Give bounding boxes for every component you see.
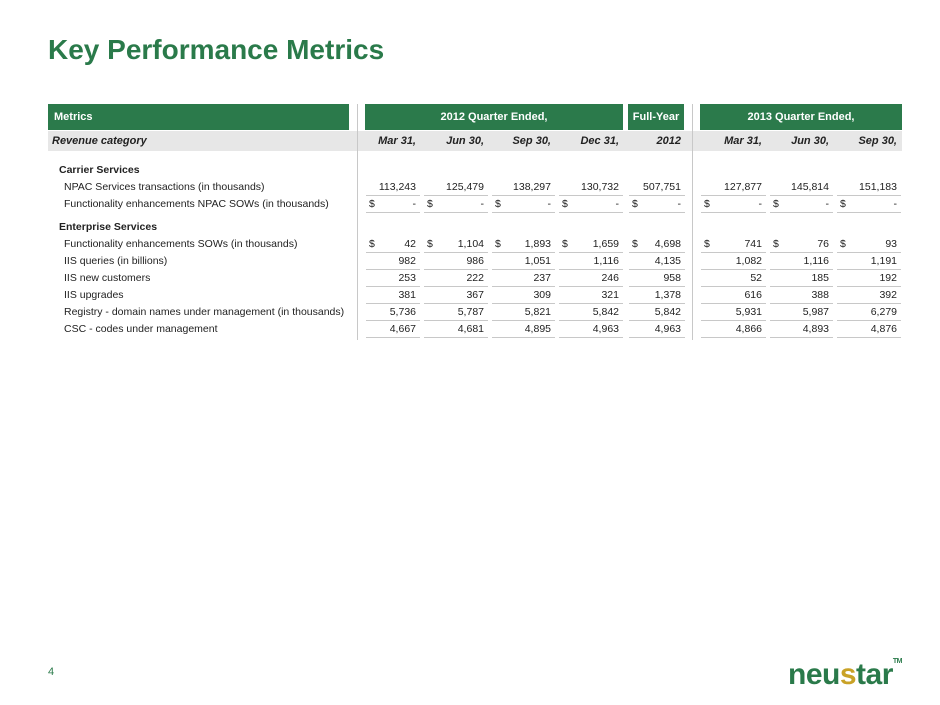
table-cell <box>424 196 488 213</box>
table-cell <box>424 179 488 196</box>
table-cell <box>366 287 420 304</box>
table-cell <box>424 287 488 304</box>
cell-value: 5,842 <box>654 306 681 318</box>
cell-value: 1,378 <box>654 289 681 301</box>
cell-value: - <box>677 198 681 210</box>
subheader-col: Sep 30, <box>858 135 897 147</box>
table-cell <box>366 196 420 213</box>
currency-symbol: $ <box>840 198 846 210</box>
subheader-col: Dec 31, <box>580 135 619 147</box>
cell-value: - <box>893 198 897 210</box>
cell-value: 138,297 <box>513 181 551 193</box>
page-title: Key Performance Metrics <box>48 34 385 65</box>
table-cell <box>837 196 901 213</box>
table-cell <box>770 287 833 304</box>
table-cell <box>629 179 685 196</box>
cell-value: 4,135 <box>654 255 681 267</box>
cell-value: 1,659 <box>592 238 619 250</box>
currency-symbol: $ <box>632 238 638 250</box>
table-cell <box>701 196 766 213</box>
section-title: Enterprise Services <box>59 221 158 233</box>
currency-symbol: $ <box>773 238 779 250</box>
currency-symbol: $ <box>369 238 375 250</box>
cell-value: 309 <box>533 289 551 301</box>
cell-value: 4,876 <box>870 323 897 335</box>
cell-value: 392 <box>879 289 897 301</box>
table-cell <box>629 253 685 270</box>
table-cell <box>770 270 833 287</box>
subheader-col: Jun 30, <box>446 135 484 147</box>
cell-value: 127,877 <box>724 181 762 193</box>
table-cell <box>559 196 623 213</box>
table-row <box>48 236 902 253</box>
table-cell <box>492 270 555 287</box>
cell-value: 1,082 <box>735 255 762 267</box>
table-cell <box>837 179 901 196</box>
logo-trademark: TM <box>892 658 902 665</box>
table-cell <box>492 179 555 196</box>
table-cell <box>837 236 901 253</box>
table-cell <box>770 253 833 270</box>
cell-value: 253 <box>398 272 416 284</box>
currency-symbol: $ <box>704 238 710 250</box>
page-number: 4 <box>48 666 55 678</box>
table-cell <box>701 270 766 287</box>
cell-value: 113,243 <box>378 181 416 193</box>
table-cell <box>770 304 833 321</box>
cell-value: 151,183 <box>859 181 897 193</box>
table-cell <box>492 196 555 213</box>
cell-value: 4,963 <box>592 323 619 335</box>
section-row <box>48 162 902 179</box>
table-row <box>48 304 902 321</box>
table-cell <box>424 321 488 338</box>
row-label: CSC - codes under management <box>64 323 218 335</box>
row-label: NPAC Services transactions (in thousands) <box>64 181 265 193</box>
cell-value: 1,051 <box>524 255 551 267</box>
table-cell <box>559 287 623 304</box>
cell-value: 388 <box>811 289 829 301</box>
cell-value: 4,963 <box>654 323 681 335</box>
cell-value: 4,681 <box>457 323 484 335</box>
table-cell <box>424 253 488 270</box>
header-2013-quarter: 2013 Quarter Ended, <box>700 104 902 130</box>
cell-value: 367 <box>466 289 484 301</box>
cell-value: 5,931 <box>735 306 762 318</box>
table-cell <box>559 270 623 287</box>
cell-value: 982 <box>398 255 416 267</box>
neustar-logo <box>788 658 902 692</box>
table-cell <box>701 236 766 253</box>
row-label: IIS upgrades <box>64 289 124 301</box>
cell-value: 4,866 <box>735 323 762 335</box>
cell-value: 1,116 <box>593 255 619 267</box>
cell-value: - <box>480 198 484 210</box>
row-label: IIS new customers <box>64 272 151 284</box>
cell-value: 321 <box>601 289 619 301</box>
table-cell <box>770 179 833 196</box>
table-cell <box>701 304 766 321</box>
table-cell <box>770 196 833 213</box>
header-full-year: Full-Year <box>628 104 684 130</box>
cell-value: 5,987 <box>802 306 829 318</box>
table-cell <box>629 321 685 338</box>
currency-symbol: $ <box>562 238 568 250</box>
table-cell <box>559 321 623 338</box>
table-cell <box>837 253 901 270</box>
cell-value: 5,821 <box>524 306 551 318</box>
currency-symbol: $ <box>840 238 846 250</box>
cell-value: 185 <box>811 272 829 284</box>
table-cell <box>366 321 420 338</box>
section-row <box>48 219 902 236</box>
subheader-col: Sep 30, <box>512 135 551 147</box>
table-cell <box>837 270 901 287</box>
currency-symbol: $ <box>427 238 433 250</box>
table-cell <box>424 236 488 253</box>
table-cell <box>629 287 685 304</box>
table-cell <box>701 287 766 304</box>
table-cell <box>492 304 555 321</box>
cell-value: 93 <box>885 238 897 250</box>
table-cell <box>701 253 766 270</box>
logo-text-b: s <box>839 658 857 691</box>
currency-symbol: $ <box>773 198 779 210</box>
cell-value: 4,698 <box>654 238 681 250</box>
header-metrics: Metrics <box>48 104 349 130</box>
cell-value: - <box>547 198 551 210</box>
table-cell <box>629 236 685 253</box>
table-cell <box>770 236 833 253</box>
cell-value: 130,732 <box>581 181 619 193</box>
table-cell <box>366 179 420 196</box>
table-cell <box>837 287 901 304</box>
table-cell <box>837 321 901 338</box>
row-label: IIS queries (in billions) <box>64 255 168 267</box>
cell-value: 237 <box>533 272 551 284</box>
section-title: Carrier Services <box>59 164 140 176</box>
table-row <box>48 253 902 270</box>
row-label: Registry - domain names under management (in thousands) <box>64 306 345 318</box>
subheader-category: Revenue category <box>52 135 147 147</box>
cell-value: 5,787 <box>457 306 484 318</box>
cell-value: 1,104 <box>457 238 484 250</box>
table-cell <box>559 236 623 253</box>
cell-value: 1,116 <box>803 255 829 267</box>
table-cell <box>366 304 420 321</box>
cell-value: - <box>825 198 829 210</box>
currency-symbol: $ <box>495 238 501 250</box>
currency-symbol: $ <box>495 198 501 210</box>
table-cell <box>492 236 555 253</box>
currency-symbol: $ <box>369 198 375 210</box>
currency-symbol: $ <box>427 198 433 210</box>
table-row <box>48 196 902 213</box>
cell-value: 1,893 <box>524 238 551 250</box>
table-row <box>48 321 902 338</box>
table-cell <box>366 270 420 287</box>
cell-value: 986 <box>466 255 484 267</box>
table-cell <box>492 287 555 304</box>
table-cell <box>366 253 420 270</box>
subheader-col: 2012 <box>656 135 681 147</box>
table-row <box>48 287 902 304</box>
cell-value: 52 <box>750 272 762 284</box>
cell-value: 507,751 <box>643 181 681 193</box>
table-cell <box>837 304 901 321</box>
table-cell <box>629 270 685 287</box>
cell-value: 5,842 <box>592 306 619 318</box>
table-cell <box>629 196 685 213</box>
row-label: Functionality enhancements NPAC SOWs (in thousands) <box>64 198 329 210</box>
table-cell <box>559 179 623 196</box>
cell-value: 381 <box>398 289 416 301</box>
table-cell <box>366 236 420 253</box>
cell-value: 222 <box>466 272 484 284</box>
logo-text-c: tar <box>856 658 893 691</box>
table-row <box>48 270 902 287</box>
cell-value: 42 <box>404 238 416 250</box>
currency-symbol: $ <box>704 198 710 210</box>
cell-value: - <box>615 198 619 210</box>
subheader-col: Jun 30, <box>791 135 829 147</box>
cell-value: 192 <box>879 272 897 284</box>
table-cell <box>559 304 623 321</box>
cell-value: 741 <box>744 238 762 250</box>
cell-value: 125,479 <box>446 181 484 193</box>
table-cell <box>701 321 766 338</box>
table-cell <box>492 321 555 338</box>
currency-symbol: $ <box>562 198 568 210</box>
table-cell <box>424 270 488 287</box>
cell-value: - <box>758 198 762 210</box>
cell-value: 145,814 <box>791 181 829 193</box>
cell-value: 6,279 <box>870 306 897 318</box>
table-cell <box>492 253 555 270</box>
table-cell <box>559 253 623 270</box>
cell-value: 4,893 <box>802 323 829 335</box>
subheader-col: Mar 31, <box>724 135 762 147</box>
cell-value: 5,736 <box>389 306 416 318</box>
table-row <box>48 179 902 196</box>
cell-value: 4,895 <box>524 323 551 335</box>
subheader-row <box>48 131 902 151</box>
logo-text-a: neu <box>788 658 840 691</box>
table-cell <box>701 179 766 196</box>
header-2012-quarter: 2012 Quarter Ended, <box>365 104 623 130</box>
cell-value: - <box>412 198 416 210</box>
table-cell <box>770 321 833 338</box>
cell-value: 958 <box>663 272 681 284</box>
cell-value: 616 <box>744 289 762 301</box>
currency-symbol: $ <box>632 198 638 210</box>
cell-value: 1,191 <box>870 255 897 267</box>
cell-value: 246 <box>601 272 619 284</box>
table-cell <box>629 304 685 321</box>
cell-value: 76 <box>817 238 829 250</box>
cell-value: 4,667 <box>389 323 416 335</box>
subheader-col: Mar 31, <box>378 135 416 147</box>
row-label: Functionality enhancements SOWs (in thousands) <box>64 238 298 250</box>
table-cell <box>424 304 488 321</box>
